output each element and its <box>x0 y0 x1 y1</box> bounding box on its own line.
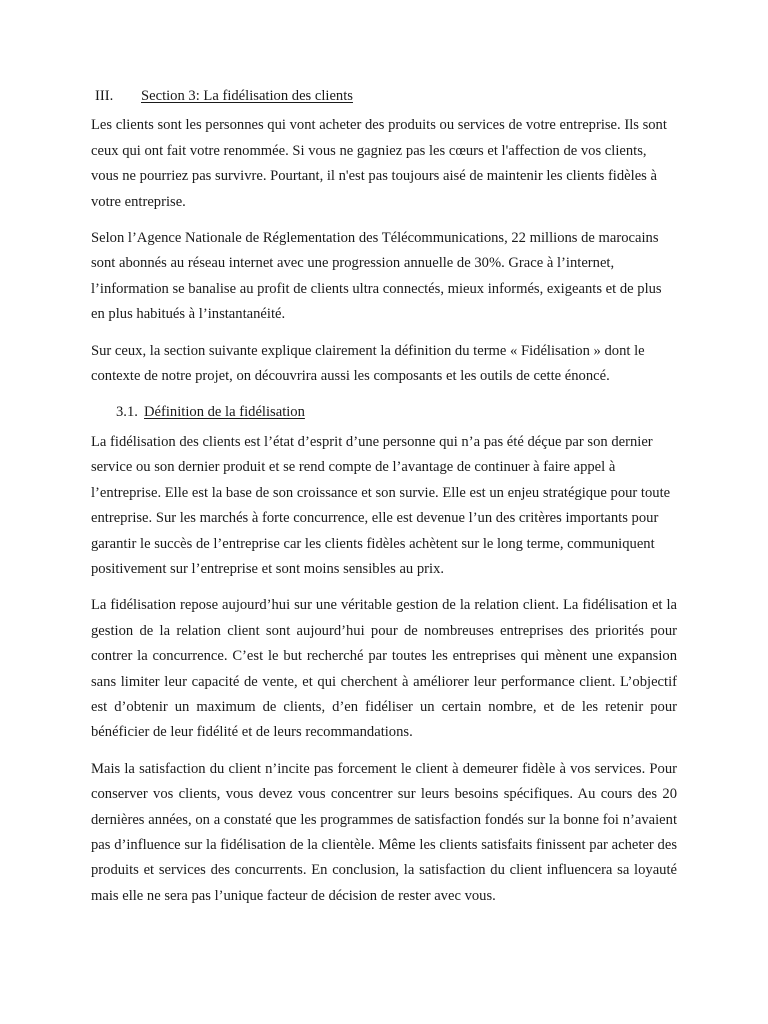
intro-paragraph: Selon l’Agence Nationale de Réglementation des Télécommunications, 22 millions de marocains sont abonnés au réseau internet avec une progression annuelle de 30%. Grace à l’internet, l’information se banalise au profit de clients ultra connectés, mieux informés, exigeants et de plus en plus habitués à l’instantanéité. <box>91 230 662 323</box>
section-title: Section 3: La fidélisation des clients <box>141 88 353 104</box>
intro-paragraph: Les clients sont les personnes qui vont acheter des produits ou services de votre entreprise. Ils sont ceux qui ont fait votre renommée. Si vous ne gagniez pas les cœurs et l'affection de vos clients, vous ne pourriez pas survivre. Pourtant, il n'est pas toujours aisé de maintenir les clients fidèles à votre entreprise. <box>91 117 667 210</box>
section-heading <box>91 84 677 109</box>
subsection-title: Définition de la fidélisation <box>144 404 305 421</box>
section-number: III. <box>95 88 114 104</box>
document-page <box>91 84 677 920</box>
subsection-number: 3.1. <box>116 404 138 421</box>
body-paragraph: La fidélisation repose aujourd’hui sur une véritable gestion de la relation client. La fidélisation et la gestion de la relation client sont aujourd’hui pour de nombreuses entreprises des priorités pour contrer la concurrence. C’est le but recherché par toutes les entreprises qui mènent une expansion sans limiter leur capacité de vente, et qui cherchent à améliorer leur performance client. L’objectif est d’obtenir un maximum de clients, d’en fidéliser un certain nombre, et de les retenir pour bénéficier de leur fidélité et de leurs recommandations. <box>91 597 677 741</box>
intro-paragraph: Sur ceux, la section suivante explique clairement la définition du terme « Fidélisation » dont le contexte de notre projet, on découvrira aussi les composants et les outils de cette énoncé. <box>91 342 645 385</box>
body-paragraph: La fidélisation des clients est l’état d’esprit d’une personne qui n’a pas été déçue par son dernier service ou son dernier produit et se rend compte de l’avantage de continuer à faire appel à l’entreprise. Elle est la base de son croissance et son survie. Elle est un enjeu stratégique pour toute entreprise. Sur les marchés à forte concurrence, elle est devenue l’un des critères importants pour garantir le succès de l’entreprise car les clients fidèles achètent sur le long terme, communiquent positivement sur l’entreprise et sont moins sensibles au prix. <box>91 433 671 577</box>
body-paragraph: Mais la satisfaction du client n’incite pas forcement le client à demeurer fidèle à vos services. Pour conserver vos clients, vous devez vous concentrer sur leurs besoins spécifiques. Au cours des 20 dernières années, on a constaté que les programmes de satisfaction fondés sur la bonne foi n’avaient pas d’influence sur la fidélisation de la clientèle. Même les clients satisfaits finissent par acheter des produits et services des concurrents. En conclusion, la satisfaction du client influencera sa loyauté mais elle ne sera pas l’unique facteur de décision de rester avec vous. <box>91 760 677 904</box>
subsection-heading <box>91 400 677 425</box>
